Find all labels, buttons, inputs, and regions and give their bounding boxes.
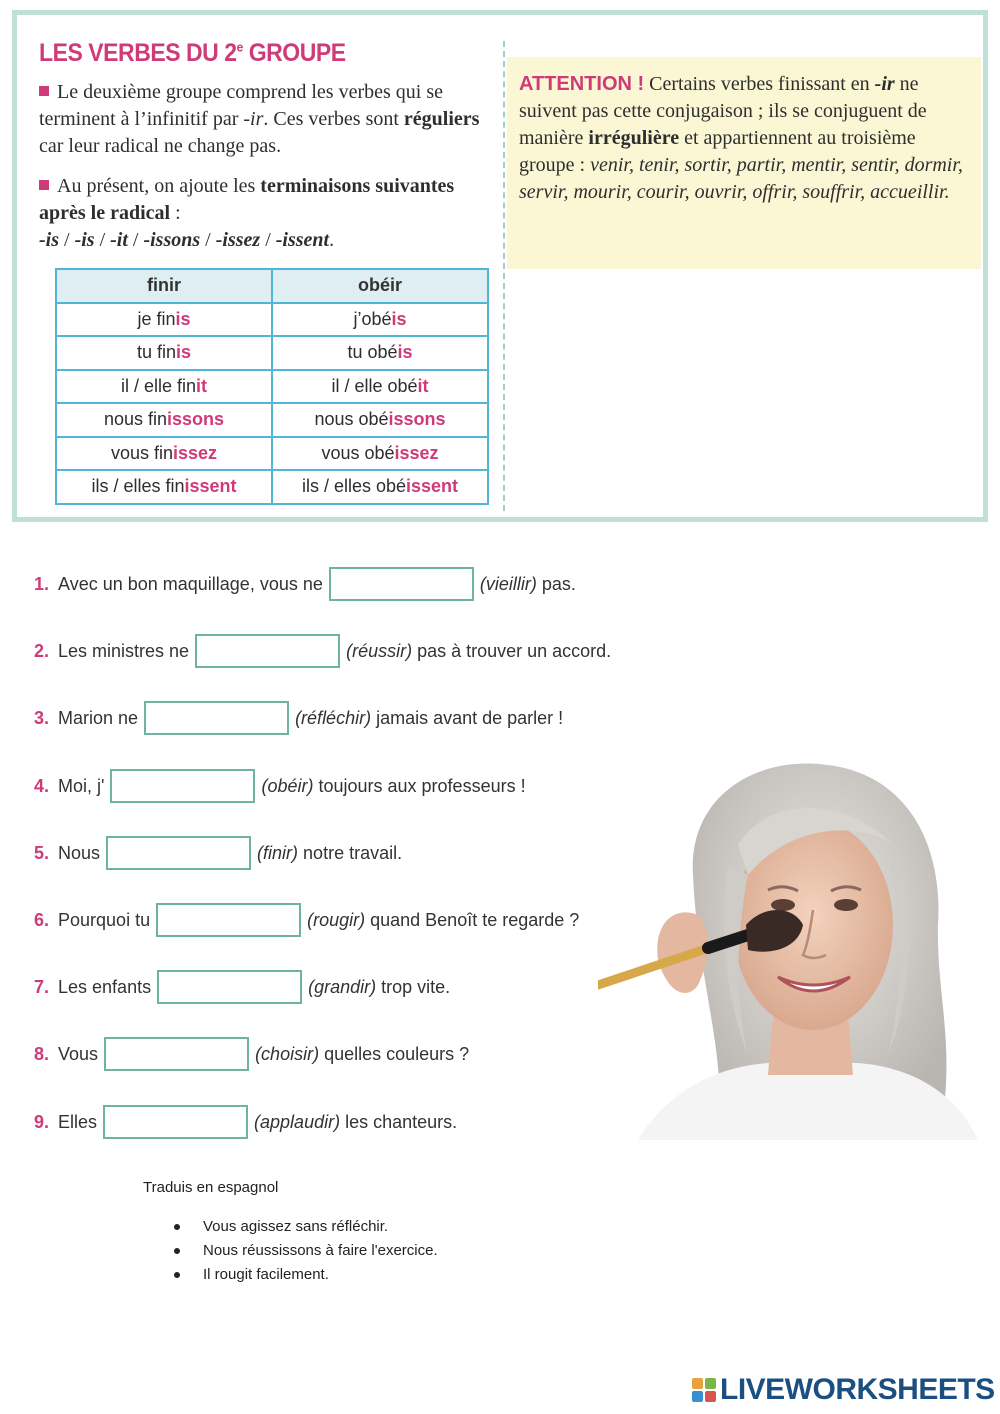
answer-input[interactable] xyxy=(110,769,255,803)
exercise-text: Elles xyxy=(58,1111,98,1132)
exercise-item xyxy=(34,836,402,870)
verb-hint: (réussir) xyxy=(346,640,413,661)
table-cell: tu obéis xyxy=(272,336,488,370)
translate-instruction: Traduis en espagnol xyxy=(143,1179,279,1196)
exercise-text: Les ministres ne xyxy=(58,640,190,661)
exercise-number: 1. xyxy=(34,573,50,594)
answer-input[interactable] xyxy=(195,634,340,668)
exercise-item xyxy=(34,701,563,735)
table-cell: vous finissez xyxy=(56,437,272,471)
exercise-text: notre travail. xyxy=(303,842,403,863)
liveworksheets-logo-icon xyxy=(692,1378,716,1402)
exercise-item xyxy=(34,567,576,601)
table-cell: je finis xyxy=(56,303,272,337)
exercise-number: 9. xyxy=(34,1111,50,1132)
exercise-number: 2. xyxy=(34,640,50,661)
verb-hint: (obéir) xyxy=(261,775,314,796)
table-cell: j’obéis xyxy=(272,303,488,337)
table-row xyxy=(56,437,488,471)
verb-hint: (réfléchir) xyxy=(295,707,372,728)
exercise-item xyxy=(34,903,579,937)
exercise-text: Moi, j' xyxy=(58,775,105,796)
exercise-text: quand Benoît te regarde ? xyxy=(370,909,580,930)
list-item: Nous réussissons à faire l'exercice. xyxy=(172,1240,438,1264)
table-row xyxy=(56,470,488,504)
table-cell: nous obéissons xyxy=(272,403,488,437)
answer-input[interactable] xyxy=(144,701,289,735)
conjugation-table xyxy=(55,268,489,505)
verb-hint: (vieillir) xyxy=(479,573,537,594)
verb-hint: (finir) xyxy=(257,842,299,863)
exercise-text: quelles couleurs ? xyxy=(324,1043,470,1064)
woman-with-makeup-brush-photo xyxy=(598,755,978,1140)
ending-item: -issez xyxy=(215,229,261,251)
exercise-text: les chanteurs. xyxy=(345,1111,458,1132)
exercise-text: Marion ne xyxy=(58,707,139,728)
answer-input[interactable] xyxy=(106,836,251,870)
answer-input[interactable] xyxy=(103,1105,248,1139)
verb-hint: (rougir) xyxy=(307,909,366,930)
exercise-number: 4. xyxy=(34,775,50,796)
verb-hint: (grandir) xyxy=(308,976,377,997)
exercise-item xyxy=(34,1105,457,1139)
translate-list xyxy=(172,1216,438,1288)
column-divider xyxy=(503,41,505,511)
ending-item: -it xyxy=(110,229,128,251)
attention-box: ATTENTION ! Certains verbes finissant en -ir ne suivent pas cette conjugaison ; ils se conjuguent de manière irrégulière et appartiennent au troisième groupe : venir, tenir, sortir, partir, mentir, sentir, dormir, servir, mourir, courir, ouvrir, offrir, souffrir, accueillir. xyxy=(507,57,981,269)
attention-label: ATTENTION ! xyxy=(519,73,645,95)
exercise-number: 5. xyxy=(34,842,50,863)
table-cell: il / elle finit xyxy=(56,370,272,404)
exercise-number: 3. xyxy=(34,707,50,728)
exercise-number: 8. xyxy=(34,1043,50,1064)
rule-paragraph-1: Le deuxième groupe comprend les verbes qui se terminent à l’infinitif par -ir. Ces verbes sont réguliers car leur radical ne change pas. xyxy=(39,81,480,157)
table-header: obéir xyxy=(272,269,488,303)
irregular-verbs-list: venir, tenir, sortir, partir, mentir, sentir, dormir, servir, mourir, courir, ouvrir, offrir, souffrir, accueillir. xyxy=(519,154,963,203)
ending-item: -issons xyxy=(143,229,201,251)
list-item: Il rougit facilement. xyxy=(172,1264,438,1288)
exercise-text: toujours aux professeurs ! xyxy=(318,775,526,796)
verb-hint: (applaudir) xyxy=(254,1111,341,1132)
answer-input[interactable] xyxy=(156,903,301,937)
exercise-text: Avec un bon maquillage, vous ne xyxy=(58,573,323,594)
lesson-title: LES VERBES DU 2e GROUPE xyxy=(39,39,346,67)
exercise-item xyxy=(34,1037,469,1071)
exercise-text: Vous xyxy=(58,1043,99,1064)
exercise-item xyxy=(34,634,611,668)
list-item: Vous agissez sans réfléchir. xyxy=(172,1216,438,1240)
table-header: finir xyxy=(56,269,272,303)
table-cell: tu finis xyxy=(56,336,272,370)
verb-hint: (choisir) xyxy=(255,1043,320,1064)
ending-item: -is xyxy=(39,229,59,251)
table-cell: il / elle obéit xyxy=(272,370,488,404)
rule-paragraph-2: Au présent, on ajoute les terminaisons suivantes après le radical : -is / -is / -it / -issons / -issez / -issent. xyxy=(39,175,455,251)
exercise-text: Nous xyxy=(58,842,101,863)
exercise-text: Les enfants xyxy=(58,976,152,997)
table-row xyxy=(56,370,488,404)
exercise-text: Pourquoi tu xyxy=(58,909,151,930)
brand-name: LIVEWORKSHEETS xyxy=(720,1373,995,1406)
answer-input[interactable] xyxy=(157,970,302,1004)
table-row xyxy=(56,336,488,370)
exercise-number: 6. xyxy=(34,909,50,930)
endings-list: -is / -is / -it / -issons / -issez / -issent. xyxy=(39,229,335,251)
exercise-item xyxy=(34,769,526,803)
square-bullet-icon xyxy=(39,180,49,190)
exercise-number: 7. xyxy=(34,976,50,997)
table-cell: ils / elles finissent xyxy=(56,470,272,504)
table-cell: ils / elles obéissent xyxy=(272,470,488,504)
table-row xyxy=(56,303,488,337)
square-bullet-icon xyxy=(39,86,49,96)
table-cell: vous obéissez xyxy=(272,437,488,471)
liveworksheets-logo xyxy=(692,1375,995,1405)
ending-item: -issent xyxy=(275,229,330,251)
ending-item: -is xyxy=(74,229,95,251)
lesson-box xyxy=(12,10,988,522)
answer-input[interactable] xyxy=(329,567,474,601)
exercise-text: trop vite. xyxy=(381,976,451,997)
table-row xyxy=(56,403,488,437)
answer-input[interactable] xyxy=(104,1037,249,1071)
exercise-text: pas. xyxy=(541,573,576,594)
table-cell: nous finissons xyxy=(56,403,272,437)
exercise-text: pas à trouver un accord. xyxy=(417,640,612,661)
exercise-text: jamais avant de parler ! xyxy=(376,707,564,728)
exercise-item xyxy=(34,970,450,1004)
